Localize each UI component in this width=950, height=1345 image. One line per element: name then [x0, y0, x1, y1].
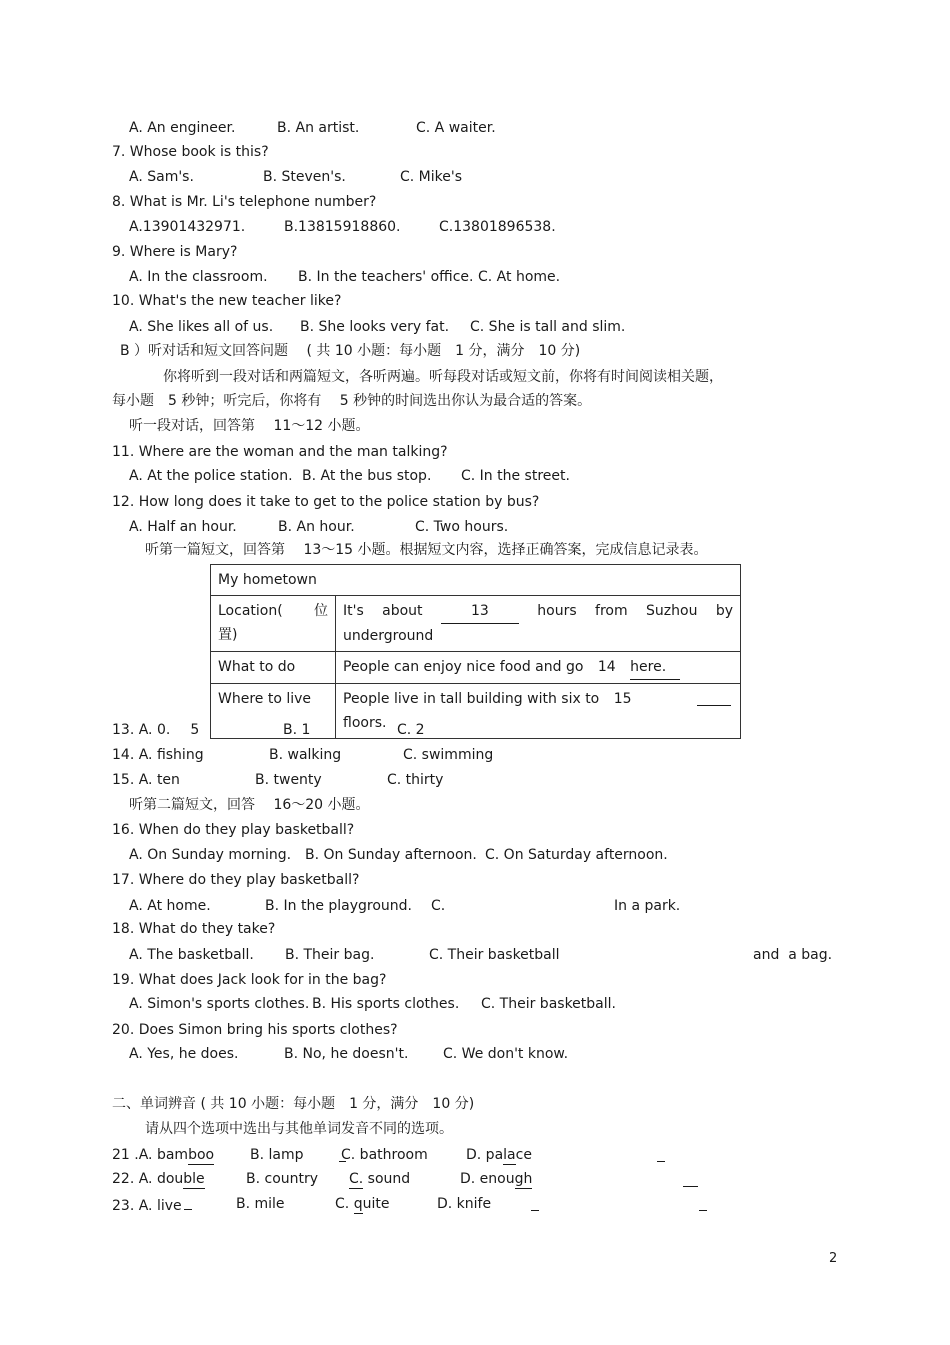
q21-option-c: C. bathroom	[341, 1147, 428, 1163]
section-b-instruction-1: 你将听到一段对话和两篇短文，各听两遍。听每段对话或短文前，你将有时间阅读相关题，	[163, 369, 723, 385]
blank-14: 14	[597, 659, 616, 675]
q13-option-a	[112, 721, 199, 739]
q22-option-c	[349, 1170, 410, 1189]
q20-stem: 20. Does Simon bring his sports clothes?	[112, 1022, 398, 1038]
q16-option-a: A. On Sunday morning.	[129, 847, 292, 863]
q8-option-c: C.13801896538.	[439, 219, 556, 235]
q7-option-b: B. Steven's.	[263, 169, 346, 185]
q6-option-b: B. An artist.	[277, 120, 360, 136]
location-word: hours	[537, 603, 577, 619]
part-2-instruction: 请从四个选项中选出与其他单词发音不同的选项。	[145, 1121, 453, 1137]
q21-d-post: ce	[515, 1147, 532, 1163]
q9-option-c: C. At home.	[478, 269, 561, 285]
q13-label: 13. A. 0.	[112, 722, 171, 738]
q21-label: 21 .A. bam	[112, 1147, 189, 1163]
location-word: It's	[343, 603, 364, 619]
location-word: about	[382, 603, 423, 619]
q16-option-b: B. On Sunday afternoon.	[305, 847, 477, 863]
q22-label: 22. A. dou	[112, 1171, 184, 1187]
q9-option-a: A. In the classroom.	[129, 269, 268, 285]
q21-d-underlined: la	[503, 1147, 516, 1163]
location-line-2: underground	[343, 628, 434, 644]
q14-option-b: B. walking	[269, 747, 342, 763]
passage-2-instruction: 听第二篇短文，回答 16～20 小题。	[129, 797, 370, 813]
section-b-instruction-3: 听一段对话，回答第 11～12 小题。	[129, 418, 370, 434]
q6-option-a: A. An engineer.	[129, 120, 236, 136]
q23-option-a	[112, 1195, 192, 1215]
q23-option-b: B. mile	[236, 1196, 285, 1212]
q18-option-a: A. The basketball.	[129, 947, 254, 963]
q17-option-c-text: In a park.	[614, 898, 681, 914]
q8-option-a: A.13901432971.	[129, 219, 246, 235]
q18-option-b: B. Their bag.	[285, 947, 375, 963]
q21-blank-mark	[339, 1147, 346, 1162]
location-label-zh: 位	[314, 603, 328, 619]
q21-d-pre: D. pa	[466, 1147, 504, 1163]
q21-blank-mark	[657, 1148, 665, 1162]
section-b-instruction-2: 每小题 5 秒钟；听完后，你将有 5 秒钟的时间选出你认为最合适的答案。	[112, 393, 592, 409]
q17-option-b: B. In the playground.	[265, 898, 413, 914]
q10-stem: 10. What's the new teacher like?	[112, 293, 342, 309]
hometown-info-table	[210, 564, 741, 739]
table-row	[211, 565, 741, 596]
q7-option-c: C. Mike's	[400, 169, 463, 185]
q11-option-b: B. At the bus stop.	[302, 468, 432, 484]
q12-option-b: B. An hour.	[278, 519, 355, 535]
q16-stem: 16. When do they play basketball?	[112, 822, 355, 838]
q23-blank-mark	[184, 1195, 192, 1210]
q12-option-a: A. Half an hour.	[129, 519, 237, 535]
q18-option-c: C. Their basketball	[429, 947, 560, 963]
q10-option-b: B. She looks very fat.	[300, 319, 450, 335]
todo-label: What to do	[211, 652, 336, 684]
q22-option-b: B. country	[246, 1171, 319, 1187]
q15-option-a: 15. A. ten	[112, 772, 180, 788]
q17-option-a: A. At home.	[129, 898, 211, 914]
q21-underlined: boo	[188, 1147, 215, 1163]
location-word: Suzhou	[646, 603, 698, 619]
q15-option-b: B. twenty	[255, 772, 322, 788]
q13-option-a-tail: 5	[190, 722, 200, 738]
q22-option-d	[460, 1170, 532, 1189]
q18-stem: 18. What do they take?	[112, 921, 276, 937]
blank-13: 13	[441, 599, 519, 624]
q22-c-post: sound	[363, 1171, 411, 1187]
live-label: Where to live	[211, 684, 336, 739]
q17-stem: 17. Where do they play basketball?	[112, 872, 360, 888]
q13-option-c: C. 2	[397, 722, 425, 738]
q19-option-a: A. Simon's sports clothes.	[129, 996, 310, 1012]
todo-value-cell	[336, 652, 741, 684]
q23-option-d: D. knife	[437, 1196, 492, 1212]
q22-blank-mark	[683, 1173, 698, 1187]
q19-option-c: C. Their basketball.	[481, 996, 616, 1012]
passage-1-instruction: 听第一篇短文，回答第 13～15 小题。根据短文内容，选择正确答案，完成信息记录表。	[145, 542, 708, 558]
q22-d-underlined: gh	[514, 1171, 533, 1187]
table-row	[211, 652, 741, 684]
q23-label: 23. A. live	[112, 1198, 182, 1214]
q11-option-c: C. In the street.	[461, 468, 570, 484]
q23-blank-mark	[699, 1197, 707, 1211]
q21-option-b: B. lamp	[250, 1147, 304, 1163]
q11-stem: 11. Where are the woman and the man talking?	[112, 444, 448, 460]
q14-option-c: C. swimming	[403, 747, 494, 763]
q7-stem: 7. Whose book is this?	[112, 144, 269, 160]
q20-option-c: C. We don't know.	[443, 1046, 569, 1062]
q20-option-a: A. Yes, he does.	[129, 1046, 239, 1062]
live-line-2: floors.	[343, 715, 387, 731]
q8-stem: 8. What is Mr. Li's telephone number?	[112, 194, 377, 210]
q10-option-a: A. She likes all of us.	[129, 319, 274, 335]
q23-option-c	[335, 1195, 389, 1214]
q19-stem: 19. What does Jack look for in the bag?	[112, 972, 387, 988]
location-word: by	[715, 603, 733, 619]
q8-option-b: B.13815918860.	[284, 219, 401, 235]
todo-tail: here.	[630, 655, 680, 680]
q10-option-c: C. She is tall and slim.	[470, 319, 626, 335]
q22-d-pre: D. enou	[460, 1171, 515, 1187]
q22-underlined: ble	[183, 1171, 205, 1187]
location-label-cell	[211, 596, 336, 652]
q13-option-b: B. 1	[283, 722, 311, 738]
q16-option-c: C. On Saturday afternoon.	[485, 847, 668, 863]
q19-option-b: B. His sports clothes.	[312, 996, 460, 1012]
part-2-heading: 二、单词辨音 ( 共 10 小题：每小题 1 分，满分 10 分)	[112, 1096, 475, 1112]
location-value-cell	[336, 596, 741, 652]
q23-c-post: uite	[362, 1196, 390, 1212]
table-title: My hometown	[211, 565, 741, 596]
q21-option-d	[466, 1146, 532, 1165]
q11-option-a: A. At the police station.	[129, 468, 293, 484]
q22-option-a	[112, 1170, 205, 1189]
q6-option-c: C. A waiter.	[416, 120, 496, 136]
q23-c-underlined: q	[353, 1196, 363, 1212]
q12-stem: 12. How long does it take to get to the police station by bus?	[112, 494, 540, 510]
q7-option-a: A. Sam's.	[129, 169, 194, 185]
blank-15-line	[697, 693, 731, 706]
blank-15: 15	[613, 691, 632, 707]
q12-option-c: C. Two hours.	[415, 519, 509, 535]
section-b-heading: B ）听对话和短文回答问题 ( 共 10 小题：每小题 1 分，满分 10 分)	[120, 343, 581, 359]
todo-text: People can enjoy nice food and go	[343, 659, 584, 675]
q20-option-b: B. No, he doesn't.	[284, 1046, 409, 1062]
q14-option-a: 14. A. fishing	[112, 747, 204, 763]
location-label-zh-2: 置)	[218, 627, 238, 643]
q23-blank-mark	[531, 1197, 539, 1211]
table-row	[211, 596, 741, 652]
live-text: People live in tall building with six to	[343, 691, 600, 707]
q9-stem: 9. Where is Mary?	[112, 244, 238, 260]
q21-option-a	[112, 1146, 214, 1165]
location-word: from	[595, 603, 628, 619]
q18-option-c-tail: and a bag.	[753, 947, 833, 963]
q22-c-underlined: C.	[349, 1171, 364, 1187]
q9-option-b: B. In the teachers' office.	[298, 269, 474, 285]
q17-option-c-label: C.	[431, 898, 446, 914]
page-number: 2	[829, 1251, 838, 1266]
q23-c-pre: C.	[335, 1196, 354, 1212]
location-label: Location(	[218, 603, 283, 619]
q15-option-c: C. thirty	[387, 772, 444, 788]
